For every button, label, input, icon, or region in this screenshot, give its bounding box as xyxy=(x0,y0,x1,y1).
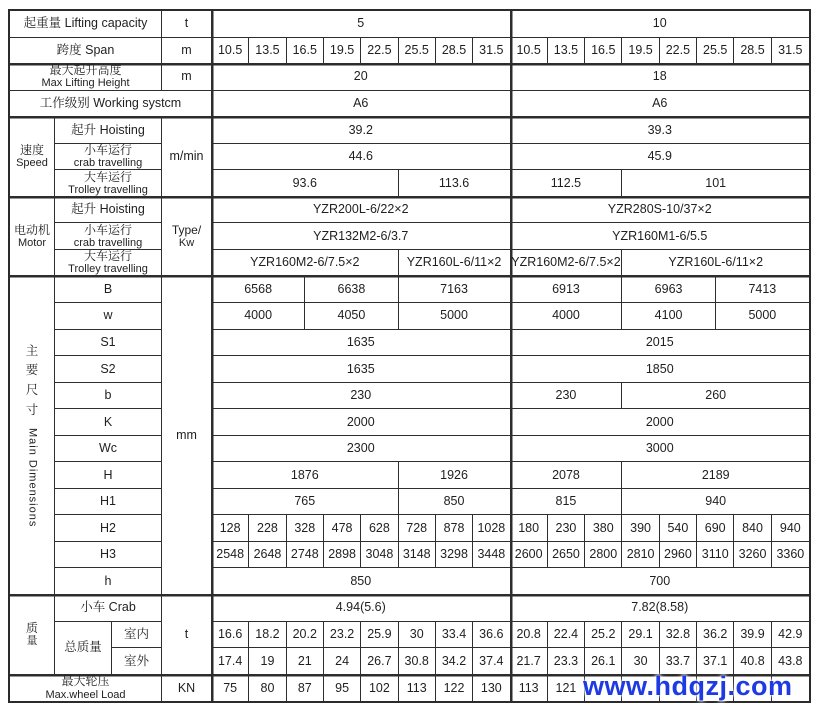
value-cell: 32.8 xyxy=(660,622,697,649)
value-cell: 26.7 xyxy=(361,648,398,675)
value-cell: 87 xyxy=(287,675,324,702)
label-cell: m/min xyxy=(162,117,212,197)
value-cell: 4100 xyxy=(622,303,715,330)
value-cell: 2600 xyxy=(511,542,548,569)
value-cell: 3448 xyxy=(473,542,510,569)
value-cell: 25.5 xyxy=(697,38,734,65)
label-cell: H1 xyxy=(55,489,162,516)
label-cell: S1 xyxy=(55,330,162,357)
label-cell: h xyxy=(55,568,162,595)
value-cell: 478 xyxy=(324,515,361,542)
value-cell: 380 xyxy=(585,515,622,542)
value-cell: 26.1 xyxy=(585,648,622,675)
value-cell: 1635 xyxy=(212,330,511,357)
value-cell: 36.6 xyxy=(473,622,510,649)
value-cell: 840 xyxy=(734,515,771,542)
value-cell: 2810 xyxy=(622,542,659,569)
value-cell: 850 xyxy=(212,568,511,595)
value-cell: 22.5 xyxy=(660,38,697,65)
value-cell: 93.6 xyxy=(212,170,399,197)
value-cell: 690 xyxy=(697,515,734,542)
label-cell: t xyxy=(162,11,212,38)
label-cell: 速度 Speed xyxy=(10,117,55,197)
value-cell: 1850 xyxy=(511,356,810,383)
value-cell: YZR160M2-6/7.5×2 xyxy=(212,250,399,277)
value-cell: 850 xyxy=(399,489,511,516)
value-cell: 28.5 xyxy=(436,38,473,65)
value-cell: 16.6 xyxy=(212,622,249,649)
crane-spec-table xyxy=(8,9,811,703)
value-cell: 101 xyxy=(622,170,809,197)
label-cell: 大车运行 Trolley travelling xyxy=(55,170,162,197)
value-cell: YZR160M2-6/7.5×2 xyxy=(511,250,623,277)
value-cell: 765 xyxy=(212,489,399,516)
label-cell: 电动机 Motor xyxy=(10,197,55,277)
value-cell: 940 xyxy=(772,515,809,542)
value-cell: 20.2 xyxy=(287,622,324,649)
value-cell: 2078 xyxy=(511,462,623,489)
value-cell: 23.2 xyxy=(324,622,361,649)
value-cell: 18 xyxy=(511,64,810,91)
value-cell: 113.6 xyxy=(399,170,511,197)
value-cell: 19.5 xyxy=(622,38,659,65)
value-cell: 940 xyxy=(622,489,809,516)
value-cell: 33.7 xyxy=(660,648,697,675)
value-cell: 113 xyxy=(511,675,548,702)
value-cell: 3000 xyxy=(511,436,810,463)
label-cell: mm xyxy=(162,276,212,595)
value-cell: 2898 xyxy=(324,542,361,569)
value-cell: 36.2 xyxy=(697,622,734,649)
label-cell: 总质量 xyxy=(55,622,112,675)
value-cell: 3260 xyxy=(734,542,771,569)
value-cell: 16.5 xyxy=(585,38,622,65)
label-cell: 质 量 xyxy=(10,595,55,675)
value-cell: 24 xyxy=(324,648,361,675)
value-cell: 21.7 xyxy=(511,648,548,675)
value-cell: 130 xyxy=(473,675,510,702)
value-cell: 112.5 xyxy=(511,170,623,197)
value-cell: 2189 xyxy=(622,462,809,489)
value-cell: 230 xyxy=(212,383,511,410)
value-cell: YZR132M2-6/3.7 xyxy=(212,223,511,250)
value-cell: 7413 xyxy=(716,276,809,303)
value-cell: 80 xyxy=(249,675,286,702)
value-cell: 45.9 xyxy=(511,144,810,171)
value-cell: 44.6 xyxy=(212,144,511,171)
value-cell: 39.3 xyxy=(511,117,810,144)
label-cell: b xyxy=(55,383,162,410)
value-cell: 228 xyxy=(249,515,286,542)
label-cell: 主 要 尺 寸 Main Dimensions xyxy=(10,276,55,595)
label-cell: t xyxy=(162,595,212,675)
value-cell: 1926 xyxy=(399,462,511,489)
value-cell: 2960 xyxy=(660,542,697,569)
value-cell: 30.8 xyxy=(399,648,436,675)
value-cell: 700 xyxy=(511,568,810,595)
value-cell: 878 xyxy=(436,515,473,542)
value-cell: 10.5 xyxy=(511,38,548,65)
label-cell: 最大起升高度 Max Lifting Height xyxy=(10,64,162,91)
value-cell: 121 xyxy=(548,675,585,702)
value-cell: YZR160M1-6/5.5 xyxy=(511,223,810,250)
value-cell: YZR280S-10/37×2 xyxy=(511,197,810,224)
value-cell: 815 xyxy=(511,489,623,516)
value-cell: 5 xyxy=(212,11,511,38)
label-cell: H2 xyxy=(55,515,162,542)
value-cell: 25.5 xyxy=(399,38,436,65)
value-cell: 3360 xyxy=(772,542,809,569)
value-cell: 122 xyxy=(436,675,473,702)
value-cell: 10.5 xyxy=(212,38,249,65)
value-cell: 17.4 xyxy=(212,648,249,675)
value-cell: 328 xyxy=(287,515,324,542)
value-cell: 39.2 xyxy=(212,117,511,144)
value-cell: 25.9 xyxy=(361,622,398,649)
value-cell: 37.1 xyxy=(697,648,734,675)
value-cell: 29.1 xyxy=(622,622,659,649)
value-cell: 180 xyxy=(511,515,548,542)
label-cell: 起升 Hoisting xyxy=(55,197,162,224)
value-cell: 230 xyxy=(548,515,585,542)
value-cell: 390 xyxy=(622,515,659,542)
label-cell: m xyxy=(162,64,212,91)
value-cell: 39.9 xyxy=(734,622,771,649)
value-cell: 34.2 xyxy=(436,648,473,675)
value-cell: 33.4 xyxy=(436,622,473,649)
value-cell: 31.5 xyxy=(772,38,809,65)
value-cell: 1876 xyxy=(212,462,399,489)
value-cell: 43.8 xyxy=(772,648,809,675)
value-cell: 728 xyxy=(399,515,436,542)
value-cell: YZR160L-6/11×2 xyxy=(399,250,511,277)
value-cell: 1028 xyxy=(473,515,510,542)
label-cell: w xyxy=(55,303,162,330)
value-cell: 2300 xyxy=(212,436,511,463)
value-cell: 2000 xyxy=(511,409,810,436)
label-cell: Wc xyxy=(55,436,162,463)
value-cell: 2548 xyxy=(212,542,249,569)
value-cell: 102 xyxy=(361,675,398,702)
value-cell: 20 xyxy=(212,64,511,91)
value-cell: 2015 xyxy=(511,330,810,357)
value-cell: 6638 xyxy=(305,276,398,303)
value-cell: 30 xyxy=(622,648,659,675)
value-cell: 128 xyxy=(212,515,249,542)
value-cell: 4.94(5.6) xyxy=(212,595,511,622)
value-cell: 628 xyxy=(361,515,398,542)
value-cell: YZR200L-6/22×2 xyxy=(212,197,511,224)
value-cell: 4000 xyxy=(511,303,623,330)
value-cell: 28.5 xyxy=(734,38,771,65)
value-cell: 230 xyxy=(511,383,623,410)
value-cell: 5000 xyxy=(399,303,511,330)
label-cell: 小车运行 crab travelling xyxy=(55,144,162,171)
label-cell: KN xyxy=(162,675,212,702)
value-cell: 4000 xyxy=(212,303,305,330)
value-cell: 75 xyxy=(212,675,249,702)
value-cell: 3298 xyxy=(436,542,473,569)
label-cell: 起升 Hoisting xyxy=(55,117,162,144)
value-cell: 6963 xyxy=(622,276,715,303)
value-cell: 42.9 xyxy=(772,622,809,649)
value-cell: 2650 xyxy=(548,542,585,569)
value-cell: 113 xyxy=(399,675,436,702)
value-cell: 37.4 xyxy=(473,648,510,675)
label-cell: 最大轮压 Max.wheel Load xyxy=(10,675,162,702)
value-cell: 95 xyxy=(324,675,361,702)
value-cell: 2000 xyxy=(212,409,511,436)
label-cell: 室内 xyxy=(112,622,162,649)
value-cell: 5000 xyxy=(716,303,809,330)
label-cell: 起重量 Lifting capacity xyxy=(10,11,162,38)
value-cell: 13.5 xyxy=(249,38,286,65)
value-cell: 260 xyxy=(622,383,809,410)
value-cell: 22.5 xyxy=(361,38,398,65)
value-cell: 23.3 xyxy=(548,648,585,675)
value-cell: A6 xyxy=(511,91,810,118)
label-cell: B xyxy=(55,276,162,303)
value-cell: 19.5 xyxy=(324,38,361,65)
label-cell: H3 xyxy=(55,542,162,569)
label-cell: 大车运行 Trolley travelling xyxy=(55,250,162,277)
value-cell: 18.2 xyxy=(249,622,286,649)
value-cell: 31.5 xyxy=(473,38,510,65)
value-cell: 16.5 xyxy=(287,38,324,65)
value-cell: 6913 xyxy=(511,276,623,303)
label-cell: 小车运行 crab travelling xyxy=(55,223,162,250)
value-cell: 13.5 xyxy=(548,38,585,65)
value-cell: 30 xyxy=(399,622,436,649)
label-cell: H xyxy=(55,462,162,489)
label-cell: 工作级别 Working systcm xyxy=(10,91,212,118)
value-cell: 3148 xyxy=(399,542,436,569)
value-cell: 20.8 xyxy=(511,622,548,649)
value-cell: YZR160L-6/11×2 xyxy=(622,250,809,277)
value-cell: 3110 xyxy=(697,542,734,569)
value-cell: 7.82(8.58) xyxy=(511,595,810,622)
value-cell: 7163 xyxy=(399,276,511,303)
label-cell: Type/ Kw xyxy=(162,197,212,277)
value-cell: 6568 xyxy=(212,276,305,303)
label-cell: 跨度 Span xyxy=(10,38,162,65)
label-cell: 室外 xyxy=(112,648,162,675)
value-cell: 2748 xyxy=(287,542,324,569)
value-cell: 25.2 xyxy=(585,622,622,649)
value-cell: 1635 xyxy=(212,356,511,383)
value-cell: 540 xyxy=(660,515,697,542)
value-cell: 3048 xyxy=(361,542,398,569)
label-cell: 小车 Crab xyxy=(55,595,162,622)
label-cell: K xyxy=(55,409,162,436)
value-cell: 10 xyxy=(511,11,810,38)
value-cell: 21 xyxy=(287,648,324,675)
value-cell: 40.8 xyxy=(734,648,771,675)
label-cell: S2 xyxy=(55,356,162,383)
value-cell: 22.4 xyxy=(548,622,585,649)
value-cell: 19 xyxy=(249,648,286,675)
watermark: www.hdqzj.com xyxy=(583,671,793,701)
value-cell: 2648 xyxy=(249,542,286,569)
value-cell: A6 xyxy=(212,91,511,118)
value-cell: 4050 xyxy=(305,303,398,330)
label-cell: m xyxy=(162,38,212,65)
value-cell: 2800 xyxy=(585,542,622,569)
vertical-label: Main Dimensions xyxy=(26,427,39,527)
